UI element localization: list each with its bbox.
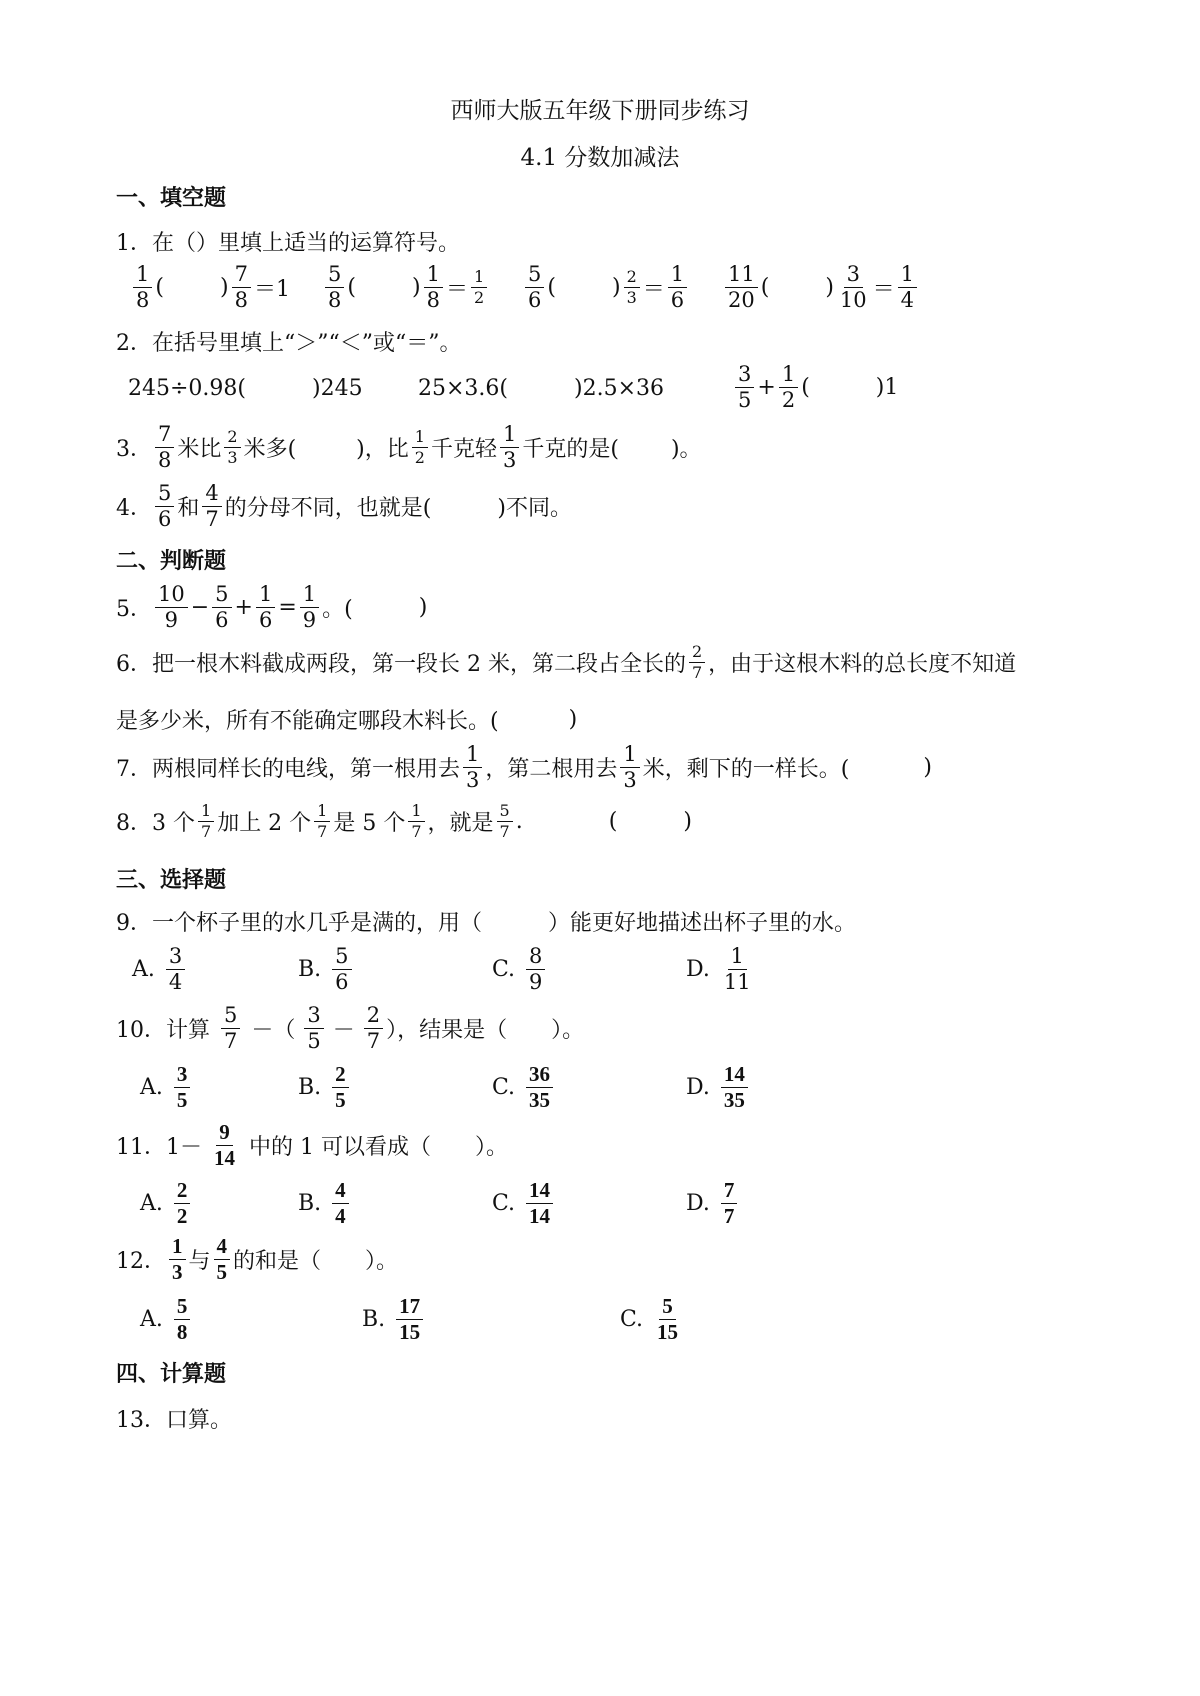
q2-compare-1: 245÷0.98( )245 [128, 376, 363, 401]
q9-option-a[interactable]: A. $\frac{3}{4}$ [132, 946, 188, 993]
q12-option-b[interactable]: B. $\frac{17}{15}$ [362, 1296, 426, 1343]
fraction: $\frac{7}{8}$ [232, 264, 251, 311]
question-7: 7．两根同样长的电线，第一根用去 $\frac{1}{3}$ ，第二根用去 $\frac{1}{3}$ 米，剩下的一样长。( ) [116, 742, 932, 792]
q10-option-b[interactable]: B. $\frac{2}{5}$ [298, 1064, 352, 1111]
question-5: 5． $\frac{10}{9}$ − $\frac{5}{6}$ + $\frac{1}{6}$ = $\frac{1}{9}$ 。( ) [116, 582, 428, 632]
q1-item-4: $\frac{11}{20}$ ( ) $\frac{3}{10}$ ＝ $\frac{1}{4}$ [722, 264, 920, 311]
section-heading-true-false: 二、判断题 [116, 549, 227, 574]
page-title: 西师大版五年级下册同步练习 [450, 98, 750, 124]
question-3: 3． $\frac{7}{8}$ 米比 $\frac{2}{3}$ 米多( )，比 $\frac{1}{2}$ 千克轻 $\frac{1}{3}$ 千克的是( )。 [116, 422, 702, 472]
q10-option-d[interactable]: D. $\frac{14}{35}$ [686, 1064, 751, 1111]
blank-parens[interactable]: ( ) [347, 275, 421, 300]
section-heading-multiple-choice: 三、选择题 [116, 868, 227, 893]
q11-option-a[interactable]: A. $\frac{2}{2}$ [140, 1180, 193, 1227]
question-4: 4． $\frac{5}{6}$ 和 $\frac{4}{7}$ 的分母不同，也就是( )不同。 [116, 481, 572, 531]
q2-compare-3: $\frac{3}{5}$ + $\frac{1}{2}$ ( )1 [732, 364, 898, 411]
q12-option-a[interactable]: A. $\frac{5}{8}$ [140, 1296, 193, 1343]
question-2-text: 2．在括号里填上“＞”“＜”或“＝”。 [116, 331, 462, 356]
q9-option-d[interactable]: D. $\frac{1}{11}$ [686, 944, 751, 994]
q1-item-3: $\frac{5}{6}$ ( ) $\frac{2}{3}$ ＝ $\frac{1}{6}$ [522, 264, 690, 311]
question-6-line-1: 6．把一根木料截成两段，第一段长 2 米，第二段占全长的 $\frac{2}{7}$ ，由于这根木料的总长度不知道 [116, 642, 1017, 682]
question-10: 10．计算 $\frac{5}{7}$ －（ $\frac{3}{5}$ － $\frac{2}{7}$ ），结果是（ ）。 [116, 1003, 585, 1053]
q11-option-d[interactable]: D. $\frac{7}{7}$ [686, 1180, 740, 1227]
q2-compare-2: 25×3.6( )2.5×36 [418, 376, 664, 401]
q9-option-b[interactable]: B. $\frac{5}{6}$ [298, 946, 355, 993]
blank-parens[interactable]: ( ) [760, 275, 834, 300]
q11-option-c[interactable]: C. $\frac{14}{14}$ [492, 1180, 556, 1227]
question-8: 8．3 个 $\frac{1}{7}$ 加上 2 个 $\frac{1}{7}$ 是 5 个 $\frac{1}{7}$ ，就是 $\frac{5}{7}$ . ( ) [116, 801, 692, 841]
question-11: 11．1－ $\frac{9}{14}$ 中的 1 可以看成（ ）。 [116, 1120, 508, 1170]
q9-option-c[interactable]: C. $\frac{8}{9}$ [492, 946, 548, 993]
q1-item-1: $\frac{1}{8}$ ( ) $\frac{7}{8}$ ＝1 [130, 264, 290, 311]
blank-parens[interactable]: ( ) [547, 275, 621, 300]
q11-option-b[interactable]: B. $\frac{4}{4}$ [298, 1180, 352, 1227]
question-12: 12． $\frac{1}{3}$ 与 $\frac{4}{5}$ 的和是（ ）。 [116, 1234, 399, 1284]
question-9-text: 9．一个杯子里的水几乎是满的，用（ ）能更好地描述出杯子里的水。 [116, 911, 856, 936]
fraction: $\frac{1}{8}$ [133, 264, 152, 311]
question-6-line-2: 是多少米，所有不能确定哪段木料长。( ) [116, 707, 578, 734]
section-heading-calculation: 四、计算题 [116, 1362, 227, 1387]
page-subtitle: 4.1 分数加减法 [520, 145, 680, 171]
question-13-text: 13．口算。 [116, 1408, 232, 1433]
q10-option-c[interactable]: C. $\frac{36}{35}$ [492, 1064, 556, 1111]
q1-item-2: $\frac{5}{8}$ ( ) $\frac{1}{8}$ ＝ $\frac{1}{2}$ [322, 264, 490, 311]
q10-option-a[interactable]: A. $\frac{3}{5}$ [140, 1064, 193, 1111]
section-heading-fill-blank: 一、填空题 [116, 186, 227, 211]
question-1-text: 1．在（）里填上适当的运算符号。 [116, 231, 460, 256]
q12-option-c[interactable]: C. $\frac{5}{15}$ [620, 1294, 679, 1344]
blank-parens[interactable]: ( ) [155, 275, 229, 300]
